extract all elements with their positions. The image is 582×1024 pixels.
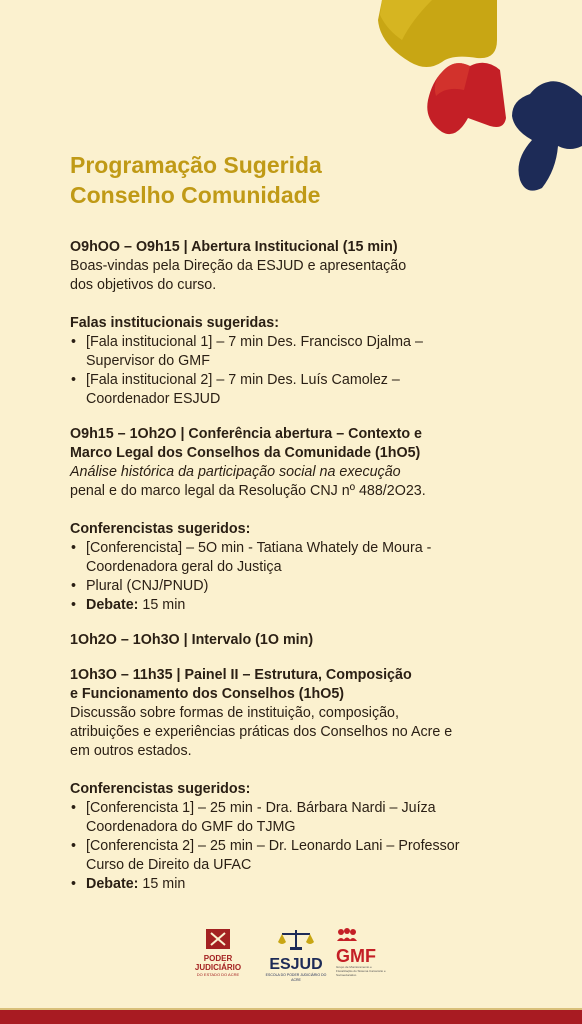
debate-value: 15 min	[142, 597, 186, 613]
falas-item-2-line-2: Coordenador ESJUD	[86, 391, 221, 407]
session2-heading-1: O9h15 – 1Oh2O | Conferência abertura – Contexto e	[70, 426, 422, 442]
title-line-1: Programação Sugerida	[70, 152, 322, 178]
pj-line-3: DO ESTADO DO ACRE	[196, 972, 240, 977]
conf2-list	[70, 799, 510, 894]
conf2-item-1-line-1: • [Conferencista 1] – 25 min - Dra. Bárbara Nardi – Juíza	[86, 800, 436, 816]
list-item	[70, 837, 510, 875]
session1-desc-2: dos objetivos do curso.	[70, 277, 217, 293]
decorative-shapes	[372, 0, 582, 200]
intervalo-heading: 1Oh2O – 1Oh3O | Intervalo (1O min)	[70, 632, 314, 648]
session2-heading-2: Marco Legal dos Conselhos da Comunidade (1hO5)	[70, 445, 421, 461]
session3-heading-1: 1Oh3O – 11h35 | Painel II – Estrutura, Composição	[70, 667, 412, 683]
list-item	[70, 875, 510, 894]
falas-heading: Falas institucionais sugeridas:	[70, 315, 279, 331]
pj-line-2: JUDICIÁRIO	[194, 963, 242, 972]
esjud-label: ESJUD	[269, 956, 323, 973]
session2-desc-2: penal e do marco legal da Resolução CNJ nº 488/2O23.	[70, 483, 426, 499]
conf2-item-2-line-1: • [Conferencista 2] – 25 min – Dr. Leonardo Lani – Professor	[86, 838, 460, 854]
people-icon	[336, 928, 358, 942]
session3-desc-2: atribuições e experiências práticas dos Conselhos no Acre e	[70, 724, 453, 740]
esjud-logo	[264, 928, 328, 983]
conf1-heading: Conferencistas sugeridos:	[70, 521, 251, 537]
conf1-item-1-line-2: Coordenadora geral do Justiça	[86, 559, 282, 575]
session3-desc-1: Discussão sobre formas de instituição, composição,	[70, 705, 399, 721]
scales-icon	[276, 928, 316, 952]
falas-list	[70, 333, 510, 409]
conf2-item-1-line-2: Coordenadora do GMF do TJMG	[86, 819, 296, 835]
navy-shape	[512, 81, 582, 190]
pj-line-1: PODER	[203, 954, 233, 963]
gmf-logo	[336, 928, 394, 977]
conf1-item-2: • Plural (CNJ/PNUD)	[86, 578, 209, 594]
title-line-2: Conselho Comunidade	[70, 182, 321, 208]
footer-bar	[0, 1010, 582, 1024]
session3-heading-2: e Funcionamento dos Conselhos (1hO5)	[70, 686, 345, 702]
judiciary-emblem-icon	[205, 928, 231, 950]
list-item	[70, 596, 510, 615]
debate-label: Debate:	[86, 876, 139, 892]
falas-item-2-line-1: • [Fala institucional 2] – 7 min Des. Luís Camolez –	[86, 372, 400, 388]
session2-desc-1: Análise histórica da participação social na execução	[70, 464, 401, 480]
session1-desc-1: Boas-vindas pela Direção da ESJUD e apresentação	[70, 258, 407, 274]
esjud-sub: ESCOLA DO PODER JUDICIÁRIO DO ACRE	[265, 973, 327, 982]
list-item	[70, 371, 510, 409]
falas-item-1-line-2: Supervisor do GMF	[86, 353, 210, 369]
debate-label: Debate:	[86, 597, 139, 613]
session3-desc-3: em outros estados.	[70, 743, 192, 759]
page-title	[70, 150, 322, 210]
list-item	[70, 577, 510, 596]
gmf-sub: Grupo de Monitoramento e Fiscalização do Sistema Carcerário e Socioeducativo	[336, 965, 386, 977]
list-item	[70, 539, 510, 577]
session1-heading: O9hOO – O9h15 | Abertura Institucional (15 min)	[70, 239, 398, 255]
debate-value: 15 min	[142, 876, 186, 892]
conf1-list	[70, 539, 510, 615]
poder-judiciario-logo	[188, 928, 248, 978]
falas-item-1-line-1: • [Fala institucional 1] – 7 min Des. Francisco Djalma –	[86, 334, 423, 350]
conf2-heading: Conferencistas sugeridos:	[70, 781, 251, 797]
gmf-label: GMF	[336, 946, 376, 966]
list-item	[70, 333, 510, 371]
list-item	[70, 799, 510, 837]
conf1-item-1-line-1: • [Conferencista] – 5O min - Tatiana Whately de Moura -	[86, 540, 432, 556]
program-content	[70, 238, 510, 894]
conf2-item-2-line-2: Curso de Direito da UFAC	[86, 857, 252, 873]
logos-row	[0, 928, 582, 988]
